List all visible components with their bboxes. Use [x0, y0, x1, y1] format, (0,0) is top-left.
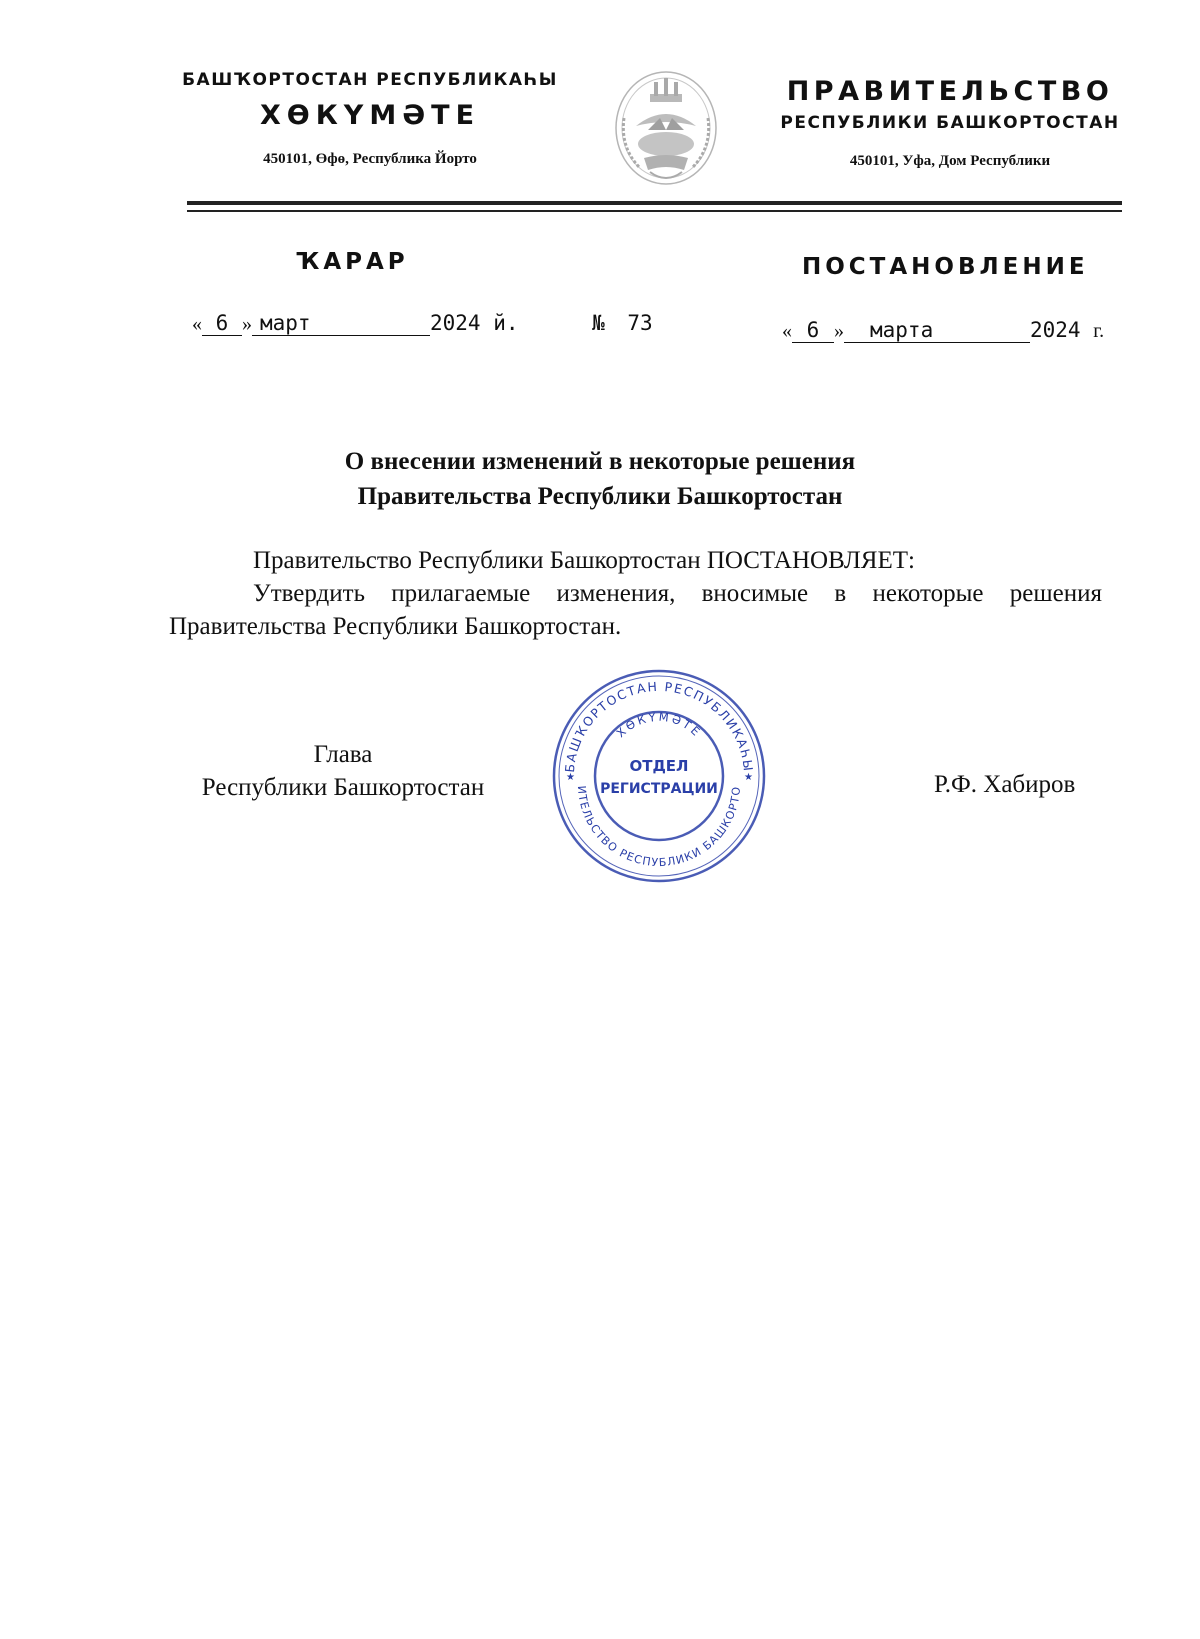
signature-position-line1: Глава — [313, 741, 373, 768]
stamp-star-right-icon: ★ — [744, 772, 753, 783]
date-left-day: 6 — [202, 311, 242, 336]
stamp-bottom-text: ИТЕЛЬСТВО РЕСПУБЛИКИ БАШКОРТО — [574, 785, 744, 870]
date-left-year: 2024 — [430, 311, 481, 335]
date-right-year: 2024 — [1030, 318, 1081, 342]
header-right-government: ПРАВИТЕЛЬСТВО — [786, 76, 1114, 107]
doc-type-russian: ПОСТАНОВЛЕНИЕ — [802, 254, 1089, 280]
registration-stamp — [548, 665, 770, 887]
date-right-open-quote: « — [782, 320, 792, 342]
header-right — [775, 70, 1125, 170]
stamp-inner-text: ХӨКҮМӘТЕ — [613, 709, 705, 741]
date-left-open-quote: « — [192, 313, 202, 335]
signature-name: Р.Ф. Хабиров — [934, 771, 1076, 798]
body-paragraph-2: Утвердить прилагаемые изменения, вносимые в некоторые решения Правительства Республики Башкортостан. — [169, 580, 1102, 640]
document-number — [592, 311, 653, 335]
header-left — [180, 70, 560, 168]
signature-position-line2: Республики Башкортостан — [201, 774, 485, 801]
header-right-republic: РЕСПУБЛИКИ БАШКОРТОСТАН — [780, 113, 1120, 133]
date-left-month: март — [252, 311, 430, 336]
header-right-address: 450101, Уфа, Дом Республики — [849, 153, 1051, 169]
date-left-close-quote: » — [242, 313, 252, 335]
document-title-line1: О внесении изменений в некоторые решения — [344, 448, 856, 475]
header-left-government: ХӨКҮМӘТЕ — [259, 100, 481, 131]
date-right-day: 6 — [792, 318, 834, 343]
document-number-value: 73 — [627, 311, 653, 335]
header-divider-thin — [187, 210, 1122, 212]
document-body — [169, 544, 1102, 643]
stamp-outer-text: БАШҠОРТОСТАН РЕСПУБЛИКАҺЫ — [561, 678, 757, 774]
date-right-close-quote: » — [834, 320, 844, 342]
date-right — [782, 318, 1104, 343]
header-left-address: 450101, Өфө, Республика Йорто — [263, 151, 477, 167]
document-title-line2: Правительства Республики Башкортостан — [357, 483, 843, 510]
stamp-center-line2: РЕГИСТРАЦИИ — [600, 781, 718, 797]
doc-type-bashkir: ҠАРАР — [296, 249, 409, 275]
header-left-republic: БАШҠОРТОСТАН РЕСПУБЛИКАҺЫ — [182, 70, 558, 90]
date-right-month: марта — [844, 318, 1030, 343]
coat-of-arms-emblem-icon — [610, 68, 722, 188]
date-right-suffix: г. — [1093, 320, 1105, 342]
stamp-star-left-icon: ★ — [566, 772, 575, 783]
date-left — [192, 311, 519, 336]
body-paragraph-1: Правительство Республики Башкортостан ПОСТАНОВЛЯЕТ: — [253, 547, 915, 574]
document-title — [150, 444, 1050, 514]
header-divider-thick — [187, 201, 1122, 205]
signature-position — [168, 738, 518, 804]
document-number-sign: № — [592, 311, 605, 335]
stamp-center-line1: ОТДЕЛ — [629, 757, 689, 775]
date-left-suffix: й. — [493, 311, 519, 335]
